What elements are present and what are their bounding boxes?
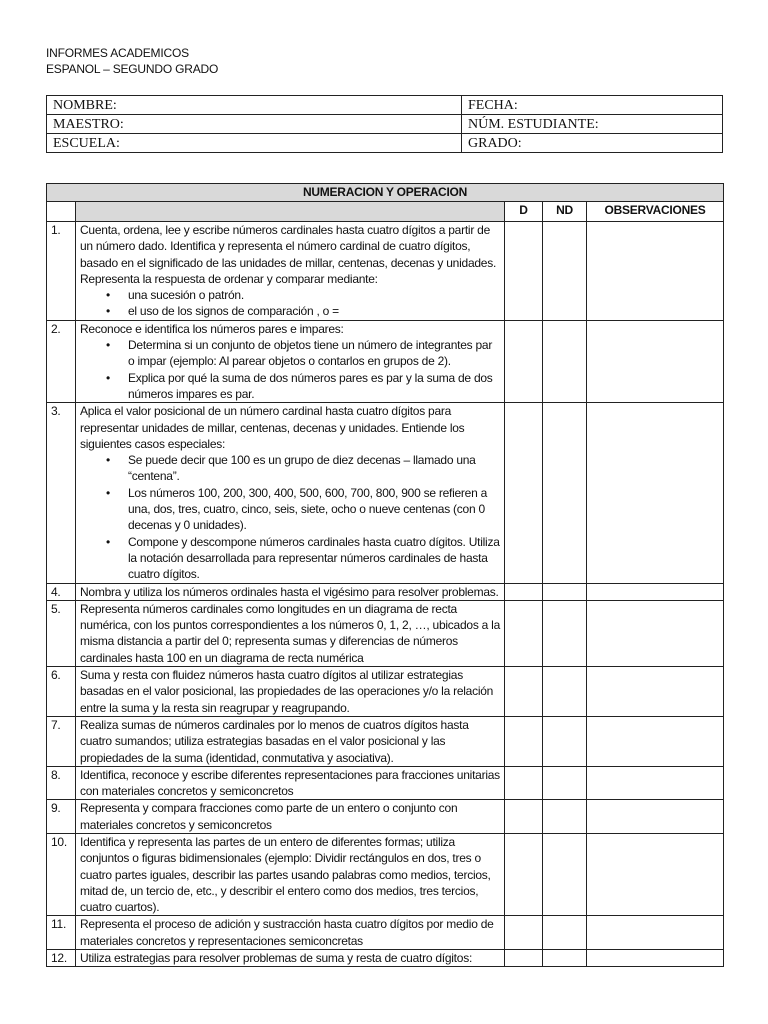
skill-number: 9. bbox=[47, 800, 76, 834]
d-cell[interactable] bbox=[505, 950, 543, 967]
observaciones-cell[interactable] bbox=[587, 916, 724, 950]
report-title: INFORMES ACADEMICOS bbox=[46, 46, 189, 60]
skill-description bbox=[76, 800, 505, 834]
d-cell[interactable] bbox=[505, 600, 543, 666]
student-info-table bbox=[46, 95, 723, 153]
nombre-field: NOMBRE: bbox=[47, 96, 462, 115]
d-cell[interactable] bbox=[505, 916, 543, 950]
skill-number: 10. bbox=[47, 833, 76, 915]
skill-description bbox=[76, 950, 505, 967]
info-row bbox=[47, 134, 723, 153]
d-cell[interactable] bbox=[505, 320, 543, 402]
skill-text: Representa números cardinales como longitudes en un diagrama de recta numérica, con los puntos correspondientes a los números 0, 1, 2, …, ubicados a la misma distancia a partir del 0; representa sumas y diferencias de números cardinales hasta 100 en un diagrama de recta numérica bbox=[80, 601, 500, 665]
skill-number: 3. bbox=[47, 403, 76, 583]
nd-cell[interactable] bbox=[543, 403, 587, 583]
skill-bullet-list bbox=[80, 452, 500, 582]
skill-text: Suma y resta con fluidez números hasta cuatro dígitos al utilizar estrategias basadas en el valor posicional, las propiedades de las operaciones y/o la relación entre la suma y la resta sin reagrupar y reagrupando. bbox=[80, 668, 494, 715]
d-cell[interactable] bbox=[505, 667, 543, 717]
nd-cell[interactable] bbox=[543, 667, 587, 717]
skill-number: 4. bbox=[47, 583, 76, 600]
nd-cell[interactable] bbox=[543, 320, 587, 402]
observaciones-cell[interactable] bbox=[587, 667, 724, 717]
skill-text: Reconoce e identifica los números pares e impares: bbox=[80, 321, 344, 336]
observaciones-cell[interactable] bbox=[587, 716, 724, 766]
skill-row bbox=[47, 222, 724, 321]
observaciones-cell[interactable] bbox=[587, 833, 724, 915]
d-cell[interactable] bbox=[505, 222, 543, 321]
skill-description bbox=[76, 583, 505, 600]
skill-row bbox=[47, 716, 724, 766]
nd-column-header: ND bbox=[543, 202, 587, 222]
d-cell[interactable] bbox=[505, 766, 543, 800]
skill-row bbox=[47, 916, 724, 950]
skill-row bbox=[47, 583, 724, 600]
skill-text: Representa y compara fracciones como parte de un entero o conjunto con materiales concretos y semiconcretos bbox=[80, 801, 458, 832]
observaciones-cell[interactable] bbox=[587, 222, 724, 321]
skill-bullet-list bbox=[80, 337, 500, 402]
column-header-row bbox=[47, 202, 724, 222]
grado-field: GRADO: bbox=[462, 134, 723, 153]
skill-text: Nombra y utiliza los números ordinales hasta el vigésimo para resolver problemas. bbox=[80, 584, 499, 599]
section-title: NUMERACION Y OPERACION bbox=[47, 184, 724, 202]
report-subtitle: ESPANOL – SEGUNDO GRADO bbox=[46, 62, 219, 76]
d-cell[interactable] bbox=[505, 833, 543, 915]
skill-bullet: • una sucesión o patrón. bbox=[128, 287, 500, 303]
number-column-header bbox=[47, 202, 76, 222]
skill-bullet: • Se puede decir que 100 es un grupo de diez decenas – llamado una “centena”. bbox=[128, 452, 500, 485]
skill-text: Identifica, reconoce y escribe diferentes representaciones para fracciones unitarias con materiales concretos y semiconcretos bbox=[80, 767, 500, 799]
nd-cell[interactable] bbox=[543, 222, 587, 321]
maestro-field: MAESTRO: bbox=[47, 115, 462, 134]
skill-row bbox=[47, 320, 724, 402]
nd-cell[interactable] bbox=[543, 800, 587, 834]
d-cell[interactable] bbox=[505, 403, 543, 583]
nd-cell[interactable] bbox=[543, 766, 587, 800]
skill-row bbox=[47, 833, 724, 915]
d-cell[interactable] bbox=[505, 800, 543, 834]
skill-text: Identifica y representa las partes de un entero de diferentes formas; utiliza conjuntos o figuras bidimensionales (ejemplo: Dividir rectángulos en dos, tres o cuatro partes iguales, describir las partes usando palabras como medios, tercios, mitad de, un tercio de, etc., y describir el entero como dos medios, tres tercios, cuatro cuartos). bbox=[80, 834, 491, 915]
skill-bullet: • Compone y descompone números cardinales hasta cuatro dígitos. Utiliza la notación desarrollada para representar números cardinales de hasta cuatro dígitos. bbox=[128, 534, 500, 583]
skill-row bbox=[47, 950, 724, 967]
skill-text: Cuenta, ordena, lee y escribe números cardinales hasta cuatro dígitos a partir de un número dado. Identifica y representa el número cardinal de cuatro dígitos, basado en el significado de las unidades de millar, centenas, decenas y unidades. Representa la respuesta de ordenar y comparar mediante: bbox=[80, 223, 497, 286]
observaciones-cell[interactable] bbox=[587, 403, 724, 583]
skill-text: Realiza sumas de números cardinales por lo menos de cuatros dígitos hasta cuatro sumandos; utiliza estrategias basadas en el valor posicional y las propiedades de la suma (identidad, conmutativa y asociativa). bbox=[80, 717, 469, 765]
observaciones-column-header: OBSERVACIONES bbox=[587, 202, 724, 222]
document-header bbox=[46, 45, 218, 77]
skill-description bbox=[76, 667, 505, 717]
skill-text: Aplica el valor posicional de un número cardinal hasta cuatro dígitos para representar unidades de millar, centenas, decenas y unidades. Entiende los siguientes casos especiales: bbox=[80, 404, 465, 451]
observaciones-cell[interactable] bbox=[587, 320, 724, 402]
info-row bbox=[47, 96, 723, 115]
skill-row bbox=[47, 800, 724, 834]
section-header-row bbox=[47, 184, 724, 202]
nd-cell[interactable] bbox=[543, 950, 587, 967]
observaciones-cell[interactable] bbox=[587, 800, 724, 834]
observaciones-cell[interactable] bbox=[587, 766, 724, 800]
skill-description bbox=[76, 766, 505, 800]
skill-number: 8. bbox=[47, 766, 76, 800]
nd-cell[interactable] bbox=[543, 833, 587, 915]
skills-table bbox=[46, 183, 724, 967]
info-row bbox=[47, 115, 723, 134]
d-column-header: D bbox=[505, 202, 543, 222]
skills-table-body bbox=[47, 222, 724, 967]
skill-number: 11. bbox=[47, 916, 76, 950]
skill-bullet: • Determina si un conjunto de objetos tiene un número de integrantes par o impar (ejemplo: Al parear objetos o contarlos en grupos de 2). bbox=[128, 337, 500, 370]
description-column-header bbox=[76, 202, 505, 222]
observaciones-cell[interactable] bbox=[587, 583, 724, 600]
skill-description bbox=[76, 600, 505, 666]
skill-number: 1. bbox=[47, 222, 76, 321]
skill-bullet: • Los números 100, 200, 300, 400, 500, 600, 700, 800, 900 se refieren a una, dos, tres, cuatro, cinco, seis, siete, ocho o nueve centenas (con 0 decenas y 0 unidades). bbox=[128, 485, 500, 534]
nd-cell[interactable] bbox=[543, 916, 587, 950]
skill-bullet: • el uso de los signos de comparación , o = bbox=[128, 303, 500, 319]
skill-row bbox=[47, 667, 724, 717]
fecha-field: FECHA: bbox=[462, 96, 723, 115]
skill-bullet-list bbox=[80, 287, 500, 320]
observaciones-cell[interactable] bbox=[587, 950, 724, 967]
skill-number: 6. bbox=[47, 667, 76, 717]
skill-row bbox=[47, 403, 724, 583]
skill-text: Utiliza estrategias para resolver problemas de suma y resta de cuatro dígitos: bbox=[80, 951, 473, 966]
skill-number: 2. bbox=[47, 320, 76, 402]
skill-text: Representa el proceso de adición y sustracción hasta cuatro dígitos por medio de materiales concretos y representaciones semiconcretas bbox=[80, 917, 494, 948]
nd-cell[interactable] bbox=[543, 716, 587, 766]
skill-description bbox=[76, 222, 505, 321]
d-cell[interactable] bbox=[505, 583, 543, 600]
nd-cell[interactable] bbox=[543, 583, 587, 600]
skill-description bbox=[76, 833, 505, 915]
nd-cell[interactable] bbox=[543, 600, 587, 666]
skill-number: 5. bbox=[47, 600, 76, 666]
skill-number: 12. bbox=[47, 950, 76, 967]
d-cell[interactable] bbox=[505, 716, 543, 766]
skill-number: 7. bbox=[47, 716, 76, 766]
escuela-field: ESCUELA: bbox=[47, 134, 462, 153]
skill-row bbox=[47, 600, 724, 666]
skill-description bbox=[76, 716, 505, 766]
skill-description bbox=[76, 403, 505, 583]
skill-description bbox=[76, 916, 505, 950]
skill-bullet: • Explica por qué la suma de dos números pares es par y la suma de dos números impares es par. bbox=[128, 370, 500, 403]
skill-description bbox=[76, 320, 505, 402]
skill-row bbox=[47, 766, 724, 800]
observaciones-cell[interactable] bbox=[587, 600, 724, 666]
num-estudiante-field: NÚM. ESTUDIANTE: bbox=[462, 115, 723, 134]
